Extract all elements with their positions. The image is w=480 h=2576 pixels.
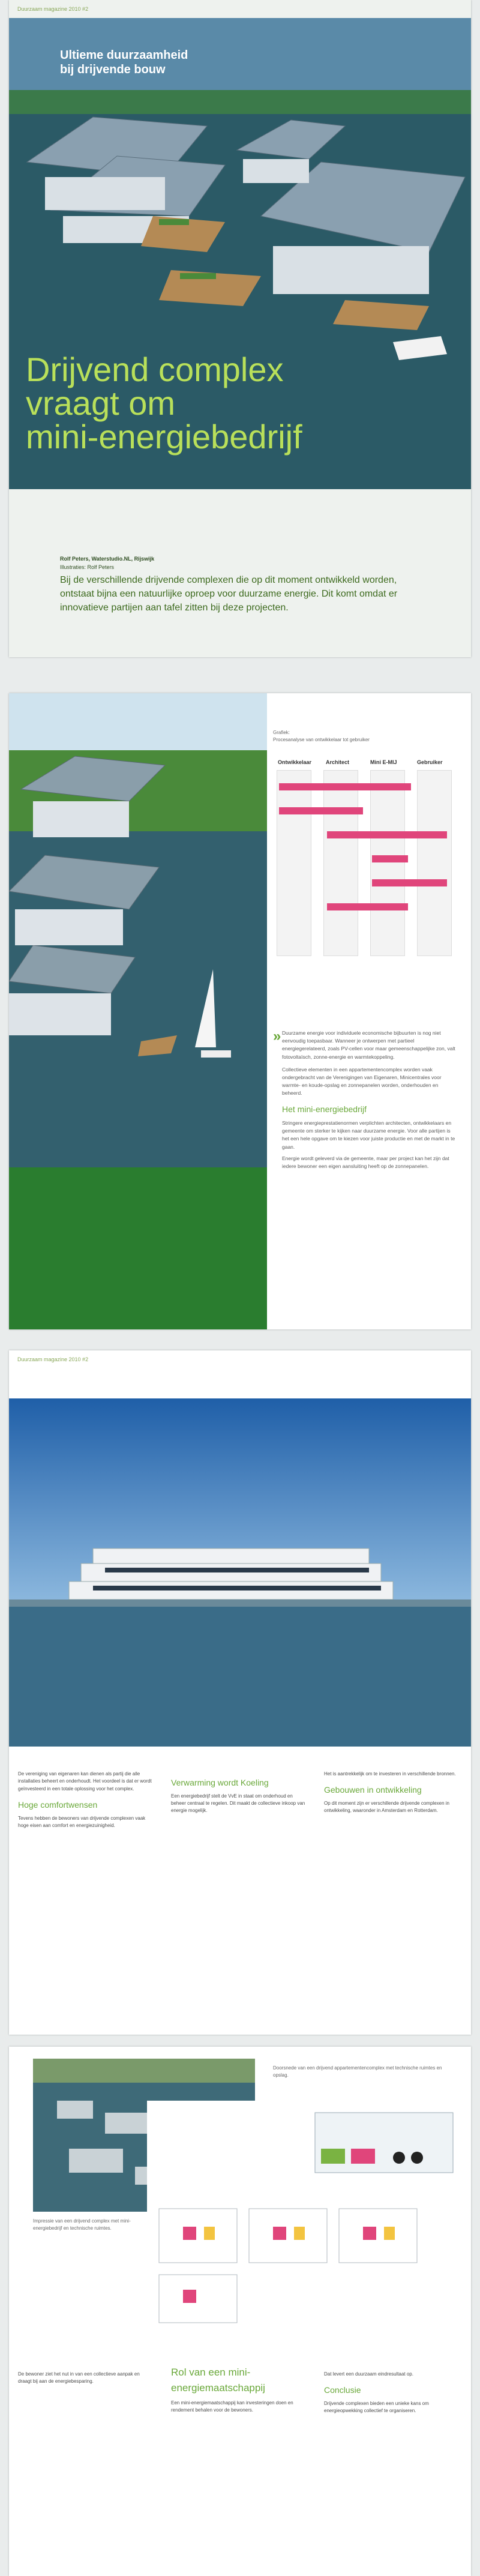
column-header-mini-emij: Mini E-MIJ [370,759,397,765]
title-line-1: Drijvend complex [26,351,284,388]
paragraph: Een mini-energiemaatschappij kan investeringen doen en rendement behalen voor de bewoners. [171,2400,293,2413]
process-chart [273,759,459,975]
section-paragraph: Stringere energieprestatienormen verplichten architecten, ontwikkelaars en gemeente om sterker te kijken naar duurzame energie. Voor alle partijen is het een hele opgave om te kiezen voor juiste productie en met de markt in te gaan. [282,1120,455,1150]
hero-image [9,18,471,489]
magazine-page-4 [9,2047,471,2576]
article-column-1 [18,1771,153,1834]
kicker-line-1: Ultieme duurzaamheid [60,49,188,62]
kicker-line-2: bij drijvende bouw [60,63,166,76]
page-header: Duurzaam magazine 2010 #2 [17,1356,89,1362]
magazine-page-2 [9,693,471,1329]
process-bar [372,879,447,886]
byline [60,555,154,571]
title-line-2: vraagt om [26,384,175,422]
process-bar [279,783,411,790]
lane-developer [277,770,311,956]
illustration-credit: Illustraties: Rolf Peters [60,564,115,570]
section-heading: Rol van een mini-energiemaatschappij [171,2367,265,2394]
column-header-user: Gebruiker [417,759,443,765]
lane-architect [323,770,358,956]
magazine-page-1 [9,0,471,657]
pullquote-icon: » [273,1028,281,1044]
paragraph: Een energiebedrijf stelt de VvE in staat om onderhoud en beheer centraal te regelen. Dit maakt de collectieve inkoop van energie mogelijk. [171,1793,305,1814]
paragraph: Dat levert een duurzaam eindresultaat op. [324,2371,413,2377]
article-column-3 [324,1771,459,1819]
chart-caption-block [273,729,453,743]
closing-paragraph: Energie wordt geleverd via de gemeente, maar per project kan het zijn dat iedere bewoner een eigen aansluiting heeft op de zonnepanelen. [282,1155,449,1169]
paragraph: Op dit moment zijn er verschillende drijvende complexen in ontwikkeling, waaronder in Amsterdam en Rotterdam. [324,1801,449,1814]
paragraph: Tevens hebben de bewoners van drijvende complexen vaak hoge eisen aan comfort en energiezuinigheid. [18,1815,146,1829]
lane-mini-emij [370,770,405,956]
image-caption-right: Doorsnede van een drijvend appartementencomplex met technische ruimtes en opslag. [273,2065,442,2078]
author: Rolf Peters, Waterstudio.NL, Rijswijk [60,556,155,562]
column-header-architect: Architect [326,759,350,765]
process-bar [327,831,447,838]
chart-label: Grafiek: [273,730,290,735]
page2-illustration [9,693,267,1329]
paragraph: De bewoner ziet het nut in van een collectieve aanpak en draagt bij aan de energiebesparing. [18,2371,140,2385]
article-column [282,1029,456,1170]
page-title [26,353,446,454]
process-bar [327,903,408,910]
page-header: Duurzaam magazine 2010 #2 [17,6,89,12]
section-heading: Conclusie [324,2385,361,2395]
kicker [60,48,188,77]
article-column-1 [18,2371,153,2389]
process-bar [372,855,408,862]
lane-user [417,770,452,956]
section-heading: Verwarming wordt Koeling [171,1778,269,1787]
page3-photo [9,1398,471,1747]
article-column-3 [324,2371,459,2419]
article-column-2 [171,2359,306,2418]
section-heading: Hoge comfortwensen [18,1800,98,1810]
process-bar [279,807,363,814]
magazine-page-3 [9,1350,471,2035]
article-column-2 [171,1771,306,1819]
paragraph: Het is aantrekkelijk om te investeren in verschillende bronnen. [324,1771,456,1777]
section-drawing [147,2101,459,2335]
section-heading: Het mini-energiebedrijf [282,1104,367,1115]
paragraph: Drijvende complexen bieden een unieke kans om energieopwekking collectief te organiseren. [324,2401,429,2414]
body-paragraph: Collectieve elementen in een appartementencomplex worden vaak ondergebracht van de Verenigingen van Eigenaren, Minicentrales voor warmte- en koude-opslag en zonnepanelen worden, onderhouden en beheerd. [282,1066,442,1097]
pull-paragraph: Duurzame energie voor individuele economische bijbuurten is nog niet eenvoudig toepasbaar. Wanneer je ontwerpen met partieel energiegerelateerd, zoals PV-cellen voor maar gemeenschappelijke zon, valt fotovoltaïsch, zonne-energie en warmtekoppeling. [282,1030,455,1060]
section-heading: Gebouwen in ontwikkeling [324,1785,422,1795]
intro-paragraph: Bij de verschillende drijvende complexen die op dit moment ontwikkeld worden, ontstaat bijna een natuurlijke oproep voor duurzame energie. Dit komt omdat er innovatieve partijen aan tafel zitten bij deze projecten. [60,575,398,613]
column-header-developer: Ontwikkelaar [278,759,312,765]
paragraph: De vereniging van eigenaren kan dienen als partij die alle installaties beheert en onderhoudt. Het voordeel is dat er wordt geïnvesteerd in een totale oplossing voor het complex. [18,1771,152,1792]
image-caption-left: Impressie van een drijvend complex met mini-energiebedrijf en technische ruimtes. [33,2218,131,2231]
title-line-3: mini-energiebedrijf [26,418,302,456]
chart-caption: Procesanalyse van ontwikkelaar tot gebruiker [273,736,370,742]
